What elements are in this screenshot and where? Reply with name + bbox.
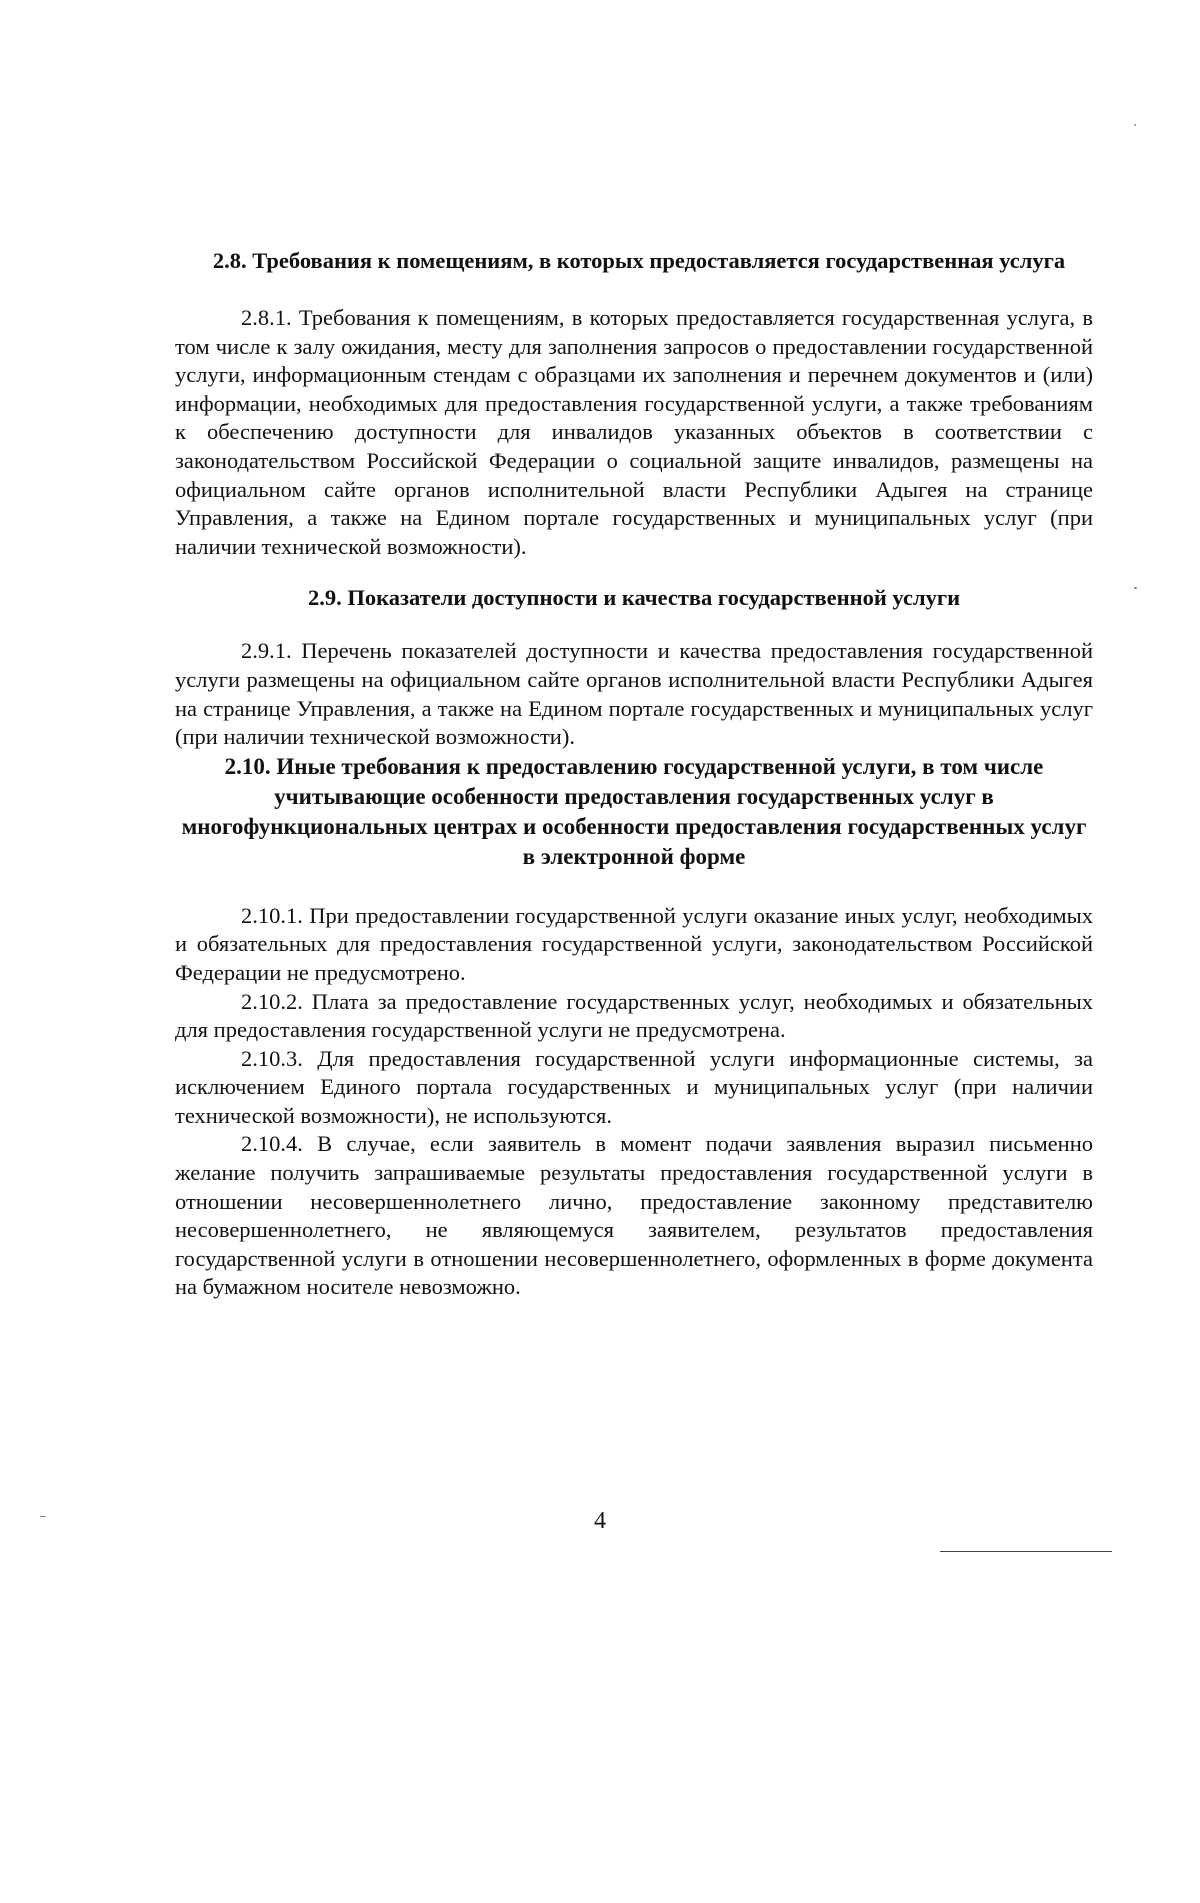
paragraph-2-10-4: 2.10.4. В случае, если заявитель в момент подачи заявления выразил письменно желание получить запрашиваемые результаты предоставления государственной услуги в отношении несовершеннолетнего лично, предоставление законному представителю несовершеннолетнего, не являющемуся заявителем, результатов предоставления государственной услуги в отношении несовершеннолетнего, оформленных в форме документа на бумажном носителе невозможно. bbox=[175, 1131, 1093, 1300]
page-number: 4 bbox=[594, 1508, 606, 1534]
scan-speck bbox=[1134, 587, 1137, 589]
section-heading-2-8: 2.8. Требования к помещениям, в которых предоставляется государственная услуга bbox=[212, 248, 1066, 273]
section-heading-2-10: 2.10. Иные требования к предоставлению государственной услуги, в том числе учитывающие особенности предоставления государственных услуг в многофункциональных центрах и особенности предоставления государственных услуг в электронной форме bbox=[181, 753, 1087, 869]
paragraph-2-8-1: 2.8.1. Требования к помещениям, в которых предоставляется государственная услуга, в том числе к залу ожидания, месту для заполнения запросов о предоставлении государственной услуги, информационным стендам с образцами их заполнения и перечнем документов и (или) информации, необходимых для предоставления государственной услуги, а также требованиям к обеспечению доступности для инвалидов указанных объектов в соответствии с законодательством Российской Федерации о социальной защите инвалидов, размещены на официальном сайте органов исполнительной власти Республики Адыгея на странице Управления, а также на Едином портале государственных и муниципальных услуг (при наличии технической возможности). bbox=[175, 305, 1093, 559]
document-body bbox=[175, 246, 1093, 1302]
footer-rule bbox=[940, 1551, 1112, 1552]
section-heading-2-9: 2.9. Показатели доступности и качества государственной услуги bbox=[307, 585, 961, 611]
paragraph-2-10-2: 2.10.2. Плата за предоставление государственных услуг, необходимых и обязательных для предоставления государственной услуги не предусмотрена. bbox=[175, 988, 1093, 1043]
scan-speck bbox=[1134, 124, 1136, 126]
scan-speck bbox=[40, 1516, 46, 1517]
paragraph-2-10-3: 2.10.3. Для предоставления государственной услуги информационные системы, за исключением Единого портала государственных и муниципальных услуг (при наличии технической возможности), не используются. bbox=[175, 1045, 1093, 1128]
paragraph-2-10-1: 2.10.1. При предоставлении государственной услуги оказание иных услуг, необходимых и обязательных для предоставления государственной услуги, законодательством Российской Федерации не предусмотрено. bbox=[175, 902, 1093, 985]
paragraph-2-9-1: 2.9.1. Перечень показателей доступности и качества предоставления государственной услуги размещены на официальном сайте органов исполнительной власти Республики Адыгея на странице Управления, а также на Едином портале государственных и муниципальных услуг (при наличии технической возможности). bbox=[175, 638, 1093, 750]
